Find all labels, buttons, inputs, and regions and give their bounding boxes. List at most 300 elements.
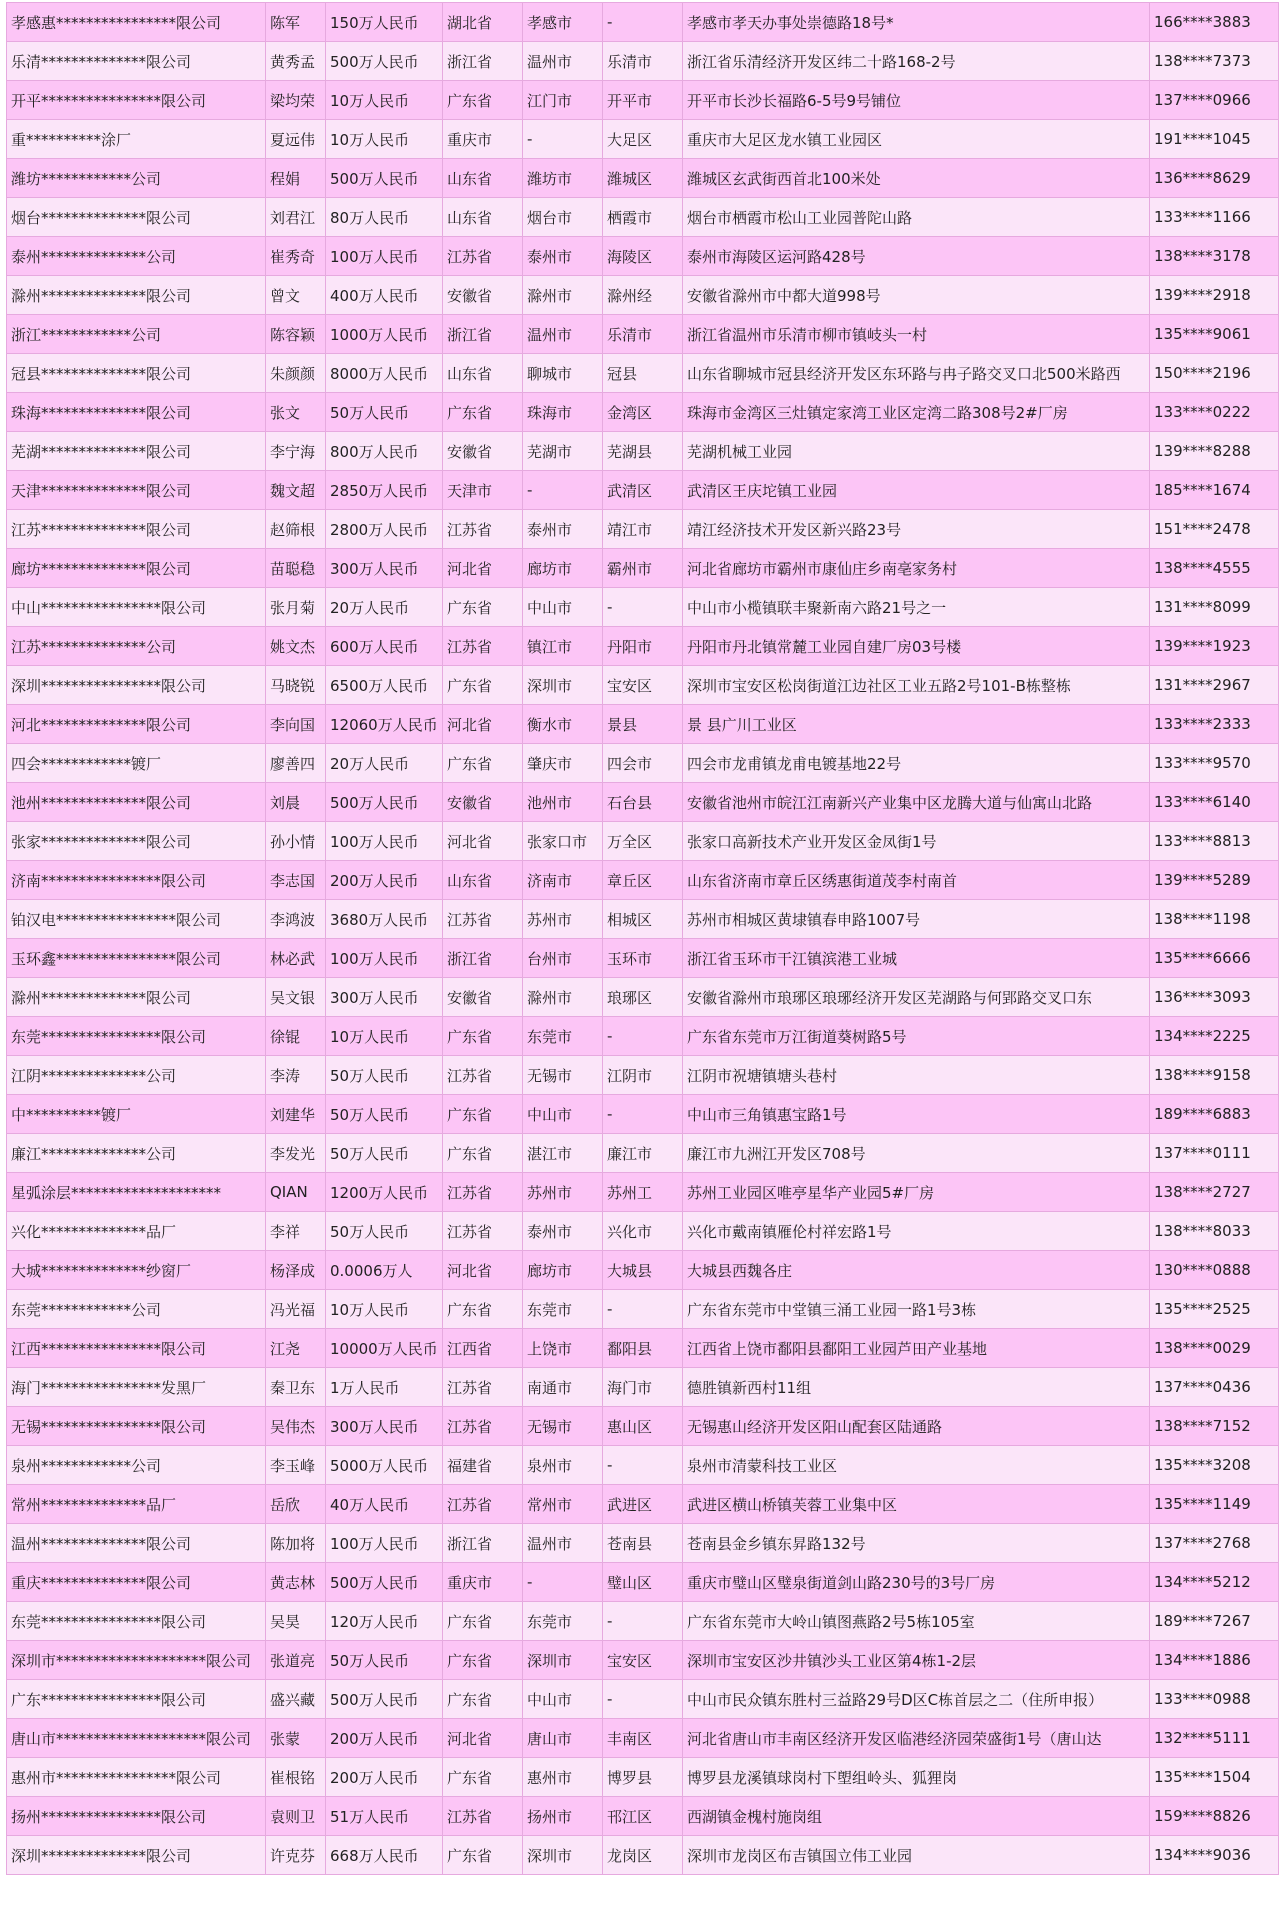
province-cell: 广东省 [443,666,523,705]
company-name-cell: 廊坊**************限公司 [7,549,266,588]
city-cell: 温州市 [523,1524,603,1563]
phone-cell: 130****0888 [1150,1251,1279,1290]
table-row [7,1680,1279,1719]
table-row [7,861,1279,900]
table-row [7,1719,1279,1758]
legal-rep-cell: 李祥 [266,1212,326,1251]
province-cell: 山东省 [443,354,523,393]
district-cell: - [603,3,683,42]
city-cell: 廊坊市 [523,549,603,588]
legal-rep-cell: 陈容颖 [266,315,326,354]
table-row [7,3,1279,42]
legal-rep-cell: 魏文超 [266,471,326,510]
phone-cell: 134****9036 [1150,1836,1279,1875]
table-row [7,666,1279,705]
district-cell: 乐清市 [603,315,683,354]
district-cell: 大城县 [603,1251,683,1290]
phone-cell: 139****5289 [1150,861,1279,900]
table-row [7,1797,1279,1836]
legal-rep-cell: 黄志林 [266,1563,326,1602]
table-row [7,1524,1279,1563]
phone-cell: 138****0029 [1150,1329,1279,1368]
phone-cell: 131****8099 [1150,588,1279,627]
phone-cell: 189****7267 [1150,1602,1279,1641]
district-cell: 苏州工 [603,1173,683,1212]
legal-rep-cell: 姚文杰 [266,627,326,666]
city-cell: 无锡市 [523,1407,603,1446]
district-cell: 玉环市 [603,939,683,978]
province-cell: 河北省 [443,705,523,744]
legal-rep-cell: 黄秀孟 [266,42,326,81]
district-cell: 宝安区 [603,666,683,705]
address-cell: 广东省东莞市大岭山镇图燕路2号5栋105室 [683,1602,1150,1641]
phone-cell: 135****9061 [1150,315,1279,354]
district-cell: 万全区 [603,822,683,861]
capital-cell: 100万人民币 [326,237,443,276]
legal-rep-cell: 李玉峰 [266,1446,326,1485]
capital-cell: 10000万人民币 [326,1329,443,1368]
capital-cell: 1万人民币 [326,1368,443,1407]
company-name-cell: 四会************镀厂 [7,744,266,783]
legal-rep-cell: 杨泽成 [266,1251,326,1290]
capital-cell: 200万人民币 [326,1758,443,1797]
table-row [7,783,1279,822]
address-cell: 廉江市九洲江开发区708号 [683,1134,1150,1173]
legal-rep-cell: 李宁海 [266,432,326,471]
district-cell: 江阴市 [603,1056,683,1095]
legal-rep-cell: 马晓锐 [266,666,326,705]
capital-cell: 5000万人民币 [326,1446,443,1485]
address-cell: 孝感市孝天办事处崇德路18号* [683,3,1150,42]
city-cell: 东莞市 [523,1290,603,1329]
city-cell: 扬州市 [523,1797,603,1836]
table-row [7,510,1279,549]
province-cell: 广东省 [443,1680,523,1719]
province-cell: 河北省 [443,1719,523,1758]
table-row [7,588,1279,627]
address-cell: 景 县广川工业区 [683,705,1150,744]
company-name-cell: 扬州****************限公司 [7,1797,266,1836]
phone-cell: 138****4555 [1150,549,1279,588]
province-cell: 广东省 [443,1602,523,1641]
phone-cell: 138****7373 [1150,42,1279,81]
district-cell: 宝安区 [603,1641,683,1680]
address-cell: 大城县西魏各庄 [683,1251,1150,1290]
address-cell: 安徽省池州市皖江江南新兴产业集中区龙腾大道与仙寓山北路 [683,783,1150,822]
legal-rep-cell: 张蒙 [266,1719,326,1758]
district-cell: 龙岗区 [603,1836,683,1875]
capital-cell: 100万人民币 [326,822,443,861]
phone-cell: 133****8813 [1150,822,1279,861]
capital-cell: 8000万人民币 [326,354,443,393]
city-cell: 肇庆市 [523,744,603,783]
legal-rep-cell: 李发光 [266,1134,326,1173]
phone-cell: 159****8826 [1150,1797,1279,1836]
district-cell: 琅琊区 [603,978,683,1017]
capital-cell: 2850万人民币 [326,471,443,510]
province-cell: 江西省 [443,1329,523,1368]
city-cell: 东莞市 [523,1017,603,1056]
phone-cell: 133****9570 [1150,744,1279,783]
district-cell: - [603,1017,683,1056]
capital-cell: 50万人民币 [326,1134,443,1173]
company-name-cell: 重**********涂厂 [7,120,266,159]
province-cell: 浙江省 [443,315,523,354]
legal-rep-cell: 刘建华 [266,1095,326,1134]
table-row [7,939,1279,978]
address-cell: 西湖镇金槐村施岗组 [683,1797,1150,1836]
city-cell: 潍坊市 [523,159,603,198]
province-cell: 安徽省 [443,276,523,315]
province-cell: 广东省 [443,1641,523,1680]
company-name-cell: 江苏**************公司 [7,627,266,666]
legal-rep-cell: 曾文 [266,276,326,315]
district-cell: 璧山区 [603,1563,683,1602]
district-cell: - [603,1095,683,1134]
table-row [7,1758,1279,1797]
address-cell: 深圳市宝安区沙井镇沙头工业区第4栋1-2层 [683,1641,1150,1680]
address-cell: 重庆市璧山区璧泉街道剑山路230号的3号厂房 [683,1563,1150,1602]
phone-cell: 133****6140 [1150,783,1279,822]
company-name-cell: 河北**************限公司 [7,705,266,744]
table-row [7,978,1279,1017]
address-cell: 深圳市宝安区松岗街道江边社区工业五路2号101-B栋整栋 [683,666,1150,705]
province-cell: 广东省 [443,393,523,432]
company-name-cell: 深圳市********************限公司 [7,1641,266,1680]
capital-cell: 400万人民币 [326,276,443,315]
company-name-cell: 中**********镀厂 [7,1095,266,1134]
city-cell: 深圳市 [523,666,603,705]
legal-rep-cell: 陈加将 [266,1524,326,1563]
table-row [7,1407,1279,1446]
district-cell: 栖霞市 [603,198,683,237]
province-cell: 江苏省 [443,1212,523,1251]
table-row [7,276,1279,315]
province-cell: 江苏省 [443,900,523,939]
address-cell: 浙江省温州市乐清市柳市镇岐头一村 [683,315,1150,354]
table-row [7,1173,1279,1212]
district-cell: 邗江区 [603,1797,683,1836]
district-cell: 丹阳市 [603,627,683,666]
legal-rep-cell: 程娟 [266,159,326,198]
legal-rep-cell: 秦卫东 [266,1368,326,1407]
district-cell: - [603,1446,683,1485]
address-cell: 德胜镇新西村11组 [683,1368,1150,1407]
phone-cell: 134****1886 [1150,1641,1279,1680]
legal-rep-cell: 吴昊 [266,1602,326,1641]
address-cell: 苏州工业园区唯亭星华产业园5#厂房 [683,1173,1150,1212]
capital-cell: 40万人民币 [326,1485,443,1524]
address-cell: 山东省济南市章丘区绣惠街道茂李村南首 [683,861,1150,900]
company-name-cell: 芜湖**************限公司 [7,432,266,471]
city-cell: 泰州市 [523,1212,603,1251]
city-cell: 烟台市 [523,198,603,237]
company-name-cell: 张家**************限公司 [7,822,266,861]
capital-cell: 120万人民币 [326,1602,443,1641]
company-name-cell: 东莞************公司 [7,1290,266,1329]
table-row [7,198,1279,237]
phone-cell: 139****8288 [1150,432,1279,471]
company-name-cell: 大城**************纱窗厂 [7,1251,266,1290]
address-cell: 武进区横山桥镇芙蓉工业集中区 [683,1485,1150,1524]
table-row [7,822,1279,861]
phone-cell: 150****2196 [1150,354,1279,393]
capital-cell: 20万人民币 [326,744,443,783]
city-cell: 中山市 [523,1680,603,1719]
address-cell: 四会市龙甫镇龙甫电镀基地22号 [683,744,1150,783]
province-cell: 广东省 [443,1290,523,1329]
province-cell: 福建省 [443,1446,523,1485]
province-cell: 广东省 [443,81,523,120]
province-cell: 广东省 [443,588,523,627]
district-cell: - [603,588,683,627]
phone-cell: 139****2918 [1150,276,1279,315]
company-name-cell: 铂汉电****************限公司 [7,900,266,939]
district-cell: 四会市 [603,744,683,783]
city-cell: 江门市 [523,81,603,120]
address-cell: 靖江经济技术开发区新兴路23号 [683,510,1150,549]
table-row [7,549,1279,588]
company-name-cell: 滁州**************限公司 [7,276,266,315]
city-cell: 温州市 [523,42,603,81]
company-name-cell: 乐清**************限公司 [7,42,266,81]
table-row [7,315,1279,354]
city-cell: 廊坊市 [523,1251,603,1290]
province-cell: 天津市 [443,471,523,510]
city-cell: 上饶市 [523,1329,603,1368]
city-cell: 泰州市 [523,237,603,276]
district-cell: 金湾区 [603,393,683,432]
capital-cell: 10万人民币 [326,81,443,120]
phone-cell: 135****3208 [1150,1446,1279,1485]
address-cell: 烟台市栖霞市松山工业园普陀山路 [683,198,1150,237]
city-cell: 泉州市 [523,1446,603,1485]
phone-cell: 131****2967 [1150,666,1279,705]
company-name-cell: 玉环鑫****************限公司 [7,939,266,978]
city-cell: 苏州市 [523,900,603,939]
district-cell: 武清区 [603,471,683,510]
address-cell: 广东省东莞市中堂镇三涌工业园一路1号3栋 [683,1290,1150,1329]
capital-cell: 500万人民币 [326,1680,443,1719]
company-name-cell: 惠州市****************限公司 [7,1758,266,1797]
company-name-cell: 廉江**************公司 [7,1134,266,1173]
address-cell: 兴化市戴南镇雁伦村祥宏路1号 [683,1212,1150,1251]
company-name-cell: 潍坊************公司 [7,159,266,198]
legal-rep-cell: 林必武 [266,939,326,978]
capital-cell: 200万人民币 [326,861,443,900]
capital-cell: 200万人民币 [326,1719,443,1758]
company-name-cell: 江苏**************限公司 [7,510,266,549]
district-cell: 冠县 [603,354,683,393]
city-cell: 深圳市 [523,1641,603,1680]
district-cell: 石台县 [603,783,683,822]
province-cell: 江苏省 [443,510,523,549]
table-row [7,900,1279,939]
address-cell: 深圳市龙岗区布吉镇国立伟工业园 [683,1836,1150,1875]
capital-cell: 600万人民币 [326,627,443,666]
address-cell: 张家口高新技术产业开发区金凤街1号 [683,822,1150,861]
company-name-cell: 东莞****************限公司 [7,1602,266,1641]
address-cell: 泰州市海陵区运河路428号 [683,237,1150,276]
capital-cell: 50万人民币 [326,1056,443,1095]
address-cell: 开平市长沙长福路6-5号9号铺位 [683,81,1150,120]
province-cell: 安徽省 [443,432,523,471]
address-cell: 河北省廊坊市霸州市康仙庄乡南亳家务村 [683,549,1150,588]
province-cell: 广东省 [443,1017,523,1056]
phone-cell: 151****2478 [1150,510,1279,549]
phone-cell: 137****0111 [1150,1134,1279,1173]
legal-rep-cell: 刘晨 [266,783,326,822]
legal-rep-cell: 朱颜颜 [266,354,326,393]
table-row [7,1212,1279,1251]
table-row [7,120,1279,159]
phone-cell: 137****0436 [1150,1368,1279,1407]
table-row [7,81,1279,120]
province-cell: 河北省 [443,549,523,588]
address-cell: 中山市民众镇东胜村三益路29号D区C栋首层之二（住所申报） [683,1680,1150,1719]
phone-cell: 138****3178 [1150,237,1279,276]
company-name-cell: 冠县**************限公司 [7,354,266,393]
district-cell: 兴化市 [603,1212,683,1251]
address-cell: 珠海市金湾区三灶镇定家湾工业区定湾二路308号2#厂房 [683,393,1150,432]
address-cell: 武清区王庆坨镇工业园 [683,471,1150,510]
address-cell: 河北省唐山市丰南区经济开发区临港经济园荣盛街1号（唐山达 [683,1719,1150,1758]
address-cell: 江西省上饶市鄱阳县鄱阳工业园芦田产业基地 [683,1329,1150,1368]
legal-rep-cell: 张道亮 [266,1641,326,1680]
capital-cell: 100万人民币 [326,939,443,978]
phone-cell: 134****5212 [1150,1563,1279,1602]
province-cell: 山东省 [443,159,523,198]
legal-rep-cell: 李向国 [266,705,326,744]
city-cell: 池州市 [523,783,603,822]
city-cell: 温州市 [523,315,603,354]
city-cell: 深圳市 [523,1836,603,1875]
province-cell: 湖北省 [443,3,523,42]
legal-rep-cell: 吴文银 [266,978,326,1017]
capital-cell: 500万人民币 [326,783,443,822]
company-name-cell: 珠海**************限公司 [7,393,266,432]
company-name-cell: 重庆**************限公司 [7,1563,266,1602]
capital-cell: 51万人民币 [326,1797,443,1836]
legal-rep-cell: 赵筛根 [266,510,326,549]
address-cell: 博罗县龙溪镇球岗村下塱组岭头、狐狸岗 [683,1758,1150,1797]
company-name-cell: 烟台**************限公司 [7,198,266,237]
table-row [7,1485,1279,1524]
address-cell: 中山市小榄镇联丰聚新南六路21号之一 [683,588,1150,627]
table-row [7,1602,1279,1641]
district-cell: 武进区 [603,1485,683,1524]
capital-cell: 500万人民币 [326,159,443,198]
address-cell: 潍城区玄武街西首北100米处 [683,159,1150,198]
table-row [7,744,1279,783]
district-cell: 靖江市 [603,510,683,549]
province-cell: 广东省 [443,1134,523,1173]
address-cell: 山东省聊城市冠县经济开发区东环路与冉子路交叉口北500米路西 [683,354,1150,393]
city-cell: 东莞市 [523,1602,603,1641]
city-cell: 孝感市 [523,3,603,42]
address-cell: 中山市三角镇惠宝路1号 [683,1095,1150,1134]
company-name-cell: 江西****************限公司 [7,1329,266,1368]
district-cell: 潍城区 [603,159,683,198]
district-cell: 景县 [603,705,683,744]
phone-cell: 135****2525 [1150,1290,1279,1329]
table-row [7,1095,1279,1134]
city-cell: 中山市 [523,1095,603,1134]
capital-cell: 300万人民币 [326,978,443,1017]
address-cell: 泉州市清蒙科技工业区 [683,1446,1150,1485]
district-cell: 滁州经 [603,276,683,315]
legal-rep-cell: 张月菊 [266,588,326,627]
province-cell: 河北省 [443,1251,523,1290]
capital-cell: 6500万人民币 [326,666,443,705]
province-cell: 江苏省 [443,1173,523,1212]
legal-rep-cell: 梁均荣 [266,81,326,120]
company-name-cell: 常州**************品厂 [7,1485,266,1524]
city-cell: 中山市 [523,588,603,627]
address-cell: 重庆市大足区龙水镇工业园区 [683,120,1150,159]
capital-cell: 1200万人民币 [326,1173,443,1212]
phone-cell: 189****6883 [1150,1095,1279,1134]
capital-cell: 50万人民币 [326,1095,443,1134]
district-cell: 丰南区 [603,1719,683,1758]
company-name-cell: 兴化**************品厂 [7,1212,266,1251]
city-cell: 济南市 [523,861,603,900]
company-name-cell: 泉州************公司 [7,1446,266,1485]
city-cell: - [523,1563,603,1602]
address-cell: 丹阳市丹北镇常麓工业园自建厂房03号楼 [683,627,1150,666]
address-cell: 浙江省玉环市干江镇滨港工业城 [683,939,1150,978]
phone-cell: 138****8033 [1150,1212,1279,1251]
capital-cell: 50万人民币 [326,1212,443,1251]
table-row [7,1329,1279,1368]
city-cell: 无锡市 [523,1056,603,1095]
table-body [7,3,1279,1875]
city-cell: 惠州市 [523,1758,603,1797]
capital-cell: 100万人民币 [326,1524,443,1563]
capital-cell: 12060万人民币 [326,705,443,744]
city-cell: 芜湖市 [523,432,603,471]
company-name-cell: 开平****************限公司 [7,81,266,120]
district-cell: 鄱阳县 [603,1329,683,1368]
table-row [7,1836,1279,1875]
city-cell: 台州市 [523,939,603,978]
city-cell: - [523,120,603,159]
phone-cell: 135****6666 [1150,939,1279,978]
province-cell: 江苏省 [443,1797,523,1836]
company-name-cell: 泰州**************公司 [7,237,266,276]
table-row [7,1017,1279,1056]
legal-rep-cell: 廖善四 [266,744,326,783]
company-name-cell: 中山****************限公司 [7,588,266,627]
address-cell: 安徽省滁州市中都大道998号 [683,276,1150,315]
province-cell: 江苏省 [443,627,523,666]
legal-rep-cell: 崔根铭 [266,1758,326,1797]
legal-rep-cell: 崔秀奇 [266,237,326,276]
phone-cell: 138****1198 [1150,900,1279,939]
phone-cell: 191****1045 [1150,120,1279,159]
district-cell: 乐清市 [603,42,683,81]
address-cell: 安徽省滁州市琅琊区琅琊经济开发区芜湖路与何郢路交叉口东 [683,978,1150,1017]
district-cell: - [603,1680,683,1719]
phone-cell: 132****5111 [1150,1719,1279,1758]
address-cell: 芜湖机械工业园 [683,432,1150,471]
capital-cell: 3680万人民币 [326,900,443,939]
city-cell: 唐山市 [523,1719,603,1758]
city-cell: 泰州市 [523,510,603,549]
address-cell: 苍南县金乡镇东昇路132号 [683,1524,1150,1563]
company-name-cell: 滁州**************限公司 [7,978,266,1017]
province-cell: 广东省 [443,1095,523,1134]
